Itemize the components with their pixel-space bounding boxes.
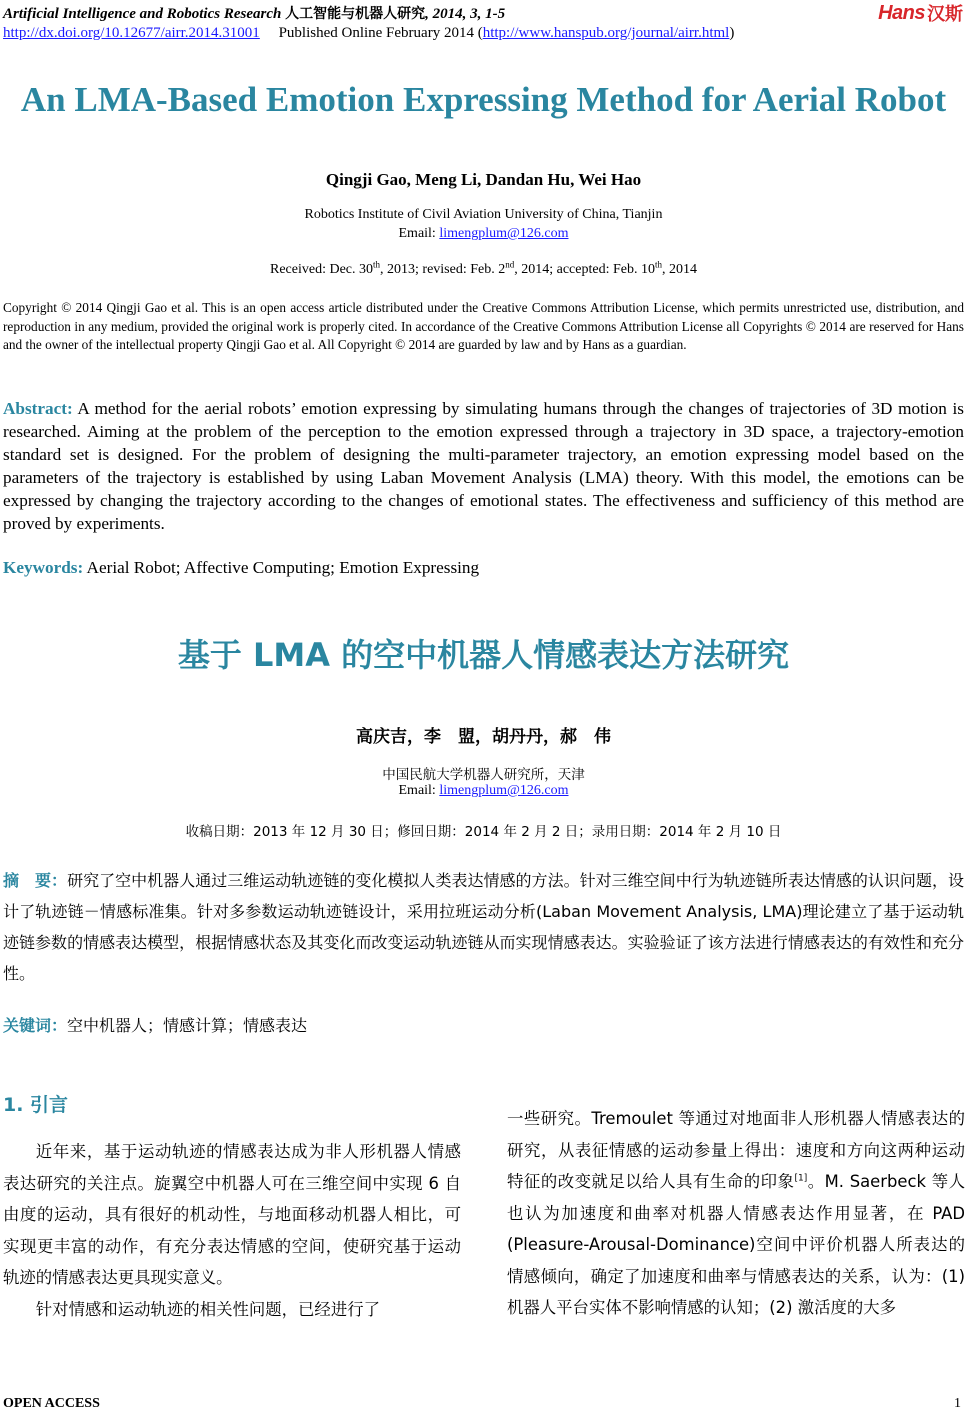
keywords-text-en: Aerial Robot; Affective Computing; Emotion Expressing	[83, 558, 480, 577]
email-line-cn	[0, 783, 967, 799]
paper-title-en: An LMA-Based Emotion Expressing Method for Aerial Robot	[20, 80, 947, 119]
received-dates-en	[0, 259, 967, 278]
abstract-en	[3, 397, 964, 535]
body-column-left	[3, 1136, 461, 1325]
body-column-right	[507, 1103, 965, 1324]
received-part: Received: Dec. 30	[269, 262, 373, 277]
intro-paragraph-1: 近年来，基于运动轨迹的情感表达成为非人形机器人情感表达研究的关注点。旋翼空中机器人可在三维空间中实现 6 自由度的运动，具有很好的机动性，与地面移动机器人相比，可实现更丰富的动作，有充分表达情感的空间，使研究基于运动轨迹的情感表达更具现实意义。	[3, 1142, 461, 1287]
abstract-text-cn: 研究了空中机器人通过三维运动轨迹链的变化模拟人类表达情感的方法。针对三维空间中行为轨迹链所表达情感的认识问题，设计了轨迹链－情感标准集。针对多参数运动轨迹链设计，采用拉班运动分析(Laban Movement Analysis, LMA)理论建立了基于运动轨迹链参数的情感表达模型，根据情感状态及其变化而改变运动轨迹链从而实现情感表达。实验验证了该方法进行情感表达的有效性和充分性。	[3, 871, 964, 983]
authors-en: Qingji Gao, Meng Li, Dandan Hu, Wei Hao	[325, 170, 642, 189]
authors-cn: 高庆吉，李 盟，胡丹丹，郝 伟	[356, 727, 611, 747]
year-part: , 2014	[662, 262, 697, 277]
intro-text-part-b: 。M. Saerbeck 等人也认为加速度和曲率对机器人情感表达作用显著，在 PAD (Pleasure-Arousal-Dominance)空间中评价机器人所表达的情感倾向，确定了加速度和曲率与情感表达的关系，认为：(1) 机器人平台实体不影响情感的认知；(2) 激活度的大多	[507, 1172, 965, 1317]
abstract-cn	[3, 865, 964, 989]
intro-paragraph-continued	[507, 1103, 965, 1324]
journal-name: Artificial Intelligence and Robotics Research	[3, 6, 282, 22]
keywords-label-en: Keywords:	[3, 558, 84, 577]
received-dates-cn: 收稿日期：2013 年 12 月 30 日；修回日期：2014 年 2 月 2 日；录用日期：2014 年 2 月 10 日	[185, 824, 782, 840]
copyright-notice: Copyright © 2014 Qingji Gao et al. This is an open access article distributed under the Creative Commons Attribution License, which permits unrestricted use, distribution, and reproduction in any medium, provided the original work is properly cited. In accordance of the Creative Commons Attribution License all Copyrights © 2014 are reserved for Hans and the owner of the intellectual property Qingji Gao et al. All Copyright © 2014 are guarded by law and by Hans as a guardian.	[3, 300, 964, 352]
keywords-cn	[3, 1013, 964, 1036]
affiliation-cn: 中国民航大学机器人研究所，天津	[382, 767, 585, 783]
abstract-label-en: Abstract:	[3, 399, 73, 418]
email-link-cn[interactable]: limengplum@126.com	[439, 783, 569, 798]
open-access-label: OPEN ACCESS	[3, 1396, 100, 1411]
email-link-en[interactable]: limengplum@126.com	[439, 226, 569, 241]
accepted-sup: th	[654, 259, 662, 270]
abstract-label-cn: 摘 要：	[3, 871, 68, 890]
revised-sup: nd	[505, 259, 515, 270]
affiliation-en: Robotics Institute of Civil Aviation University of China, Tianjin	[304, 207, 663, 222]
paper-title-cn: 基于 LMA 的空中机器人情感表达方法研究	[177, 636, 790, 674]
abstract-text-en: A method for the aerial robots’ emotion expressing by simulating humans through the changes of trajectories of 3D motion is researched. Aiming at the problem of the perception to the emotion expressed through a trajectory in 3D space, a trajectory-emotion standard set is designed. For the problem of designing the multi-parameter trajectory, an emotion expressing model based on the parameters of the trajectory is established by using Laban Movement Analysis (LMA) theory. With this model, the emotions can be expressed by changing the trajectory according to the changes of emotional states. The effectiveness and sufficiency of this method are proved by experiments.	[3, 399, 964, 533]
logo-text-en: Hans	[878, 1, 925, 24]
intro-paragraph-2: 针对情感和运动轨迹的相关性问题，已经进行了	[35, 1299, 380, 1319]
revised-part: , 2013; revised: Feb. 2	[380, 262, 506, 277]
hans-logo	[878, 0, 963, 26]
intro-text-part-a: 一些研究。Tremoulet 等通过对地面非人形机器人情感表达的研究，从表征情感的运动参量上得出：速度和方向这两种运动特征的改变就足以给人具有生命的印象	[507, 1109, 965, 1191]
published-close: )	[729, 25, 735, 41]
email-line-en	[0, 226, 967, 242]
logo-text-cn: 汉斯	[927, 4, 963, 25]
email-label-cn: Email:	[398, 783, 440, 798]
journal-url-link[interactable]: http://www.hanspub.org/journal/airr.html	[482, 25, 730, 41]
volume-info: , 2014, 3, 1-5	[425, 6, 506, 22]
accepted-part: , 2014; accepted: Feb. 10	[514, 262, 655, 277]
published-text: Published Online February 2014 (	[278, 25, 483, 41]
received-sup: th	[373, 259, 381, 270]
keywords-label-cn: 关键词：	[3, 1016, 68, 1035]
journal-name-cn: 人工智能与机器人研究	[285, 6, 426, 22]
page-number: 1	[954, 1396, 961, 1411]
email-label-en: Email:	[398, 226, 440, 241]
keywords-en	[3, 558, 964, 578]
doi-link[interactable]: http://dx.doi.org/10.12677/airr.2014.31001	[3, 25, 260, 41]
keywords-text-cn: 空中机器人；情感计算；情感表达	[67, 1016, 308, 1035]
section-heading-intro: 1. 引言	[3, 1094, 69, 1116]
citation-ref-1[interactable]: [1]	[794, 1173, 808, 1184]
journal-header	[3, 3, 505, 23]
publication-line	[3, 25, 734, 42]
